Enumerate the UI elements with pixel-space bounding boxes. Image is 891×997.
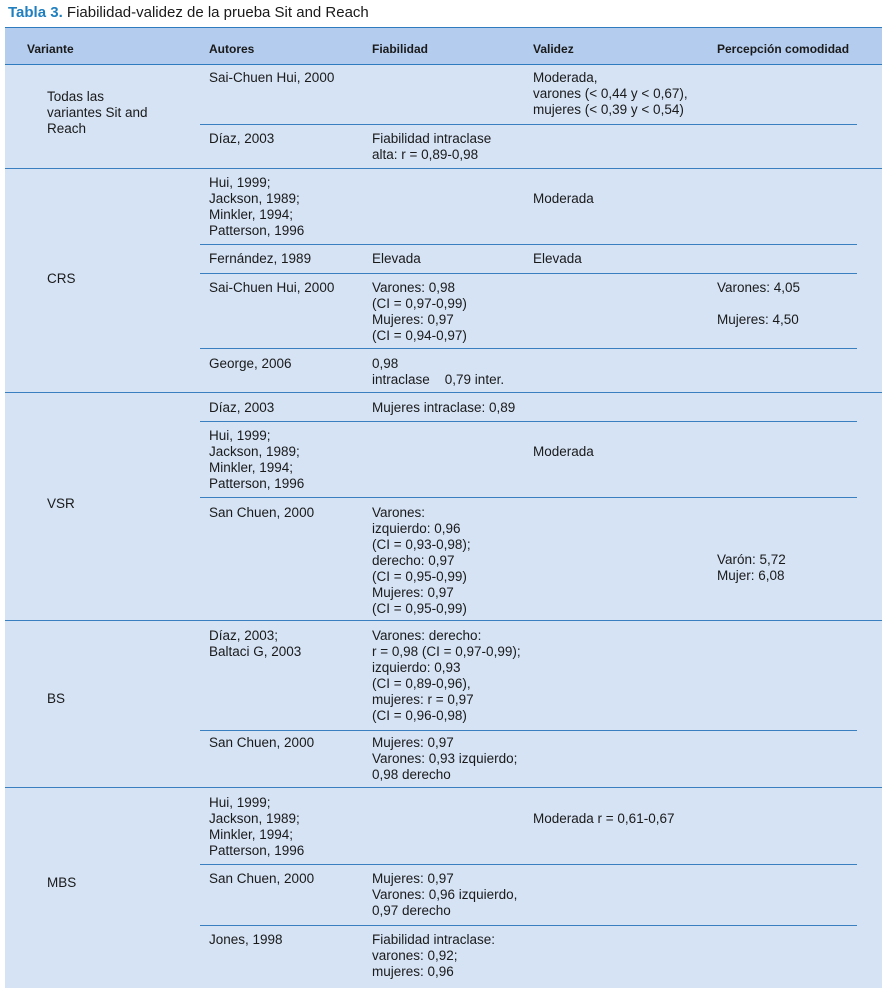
table-caption	[8, 4, 369, 22]
cell-autores: San Chuen, 2000	[209, 505, 315, 520]
row-separator	[200, 124, 857, 125]
cell-percepcion: Varones: 4,05 Mujeres: 4,50	[717, 280, 801, 327]
row-separator	[200, 348, 857, 349]
data-table	[5, 27, 882, 988]
cell-fiabilidad: Elevada	[372, 251, 421, 266]
group-label-bs: BS	[47, 691, 66, 706]
cell-autores: Díaz, 2003	[209, 400, 275, 415]
row-separator	[200, 273, 857, 274]
header-validez: Validez	[533, 42, 574, 56]
header-autores: Autores	[209, 42, 255, 56]
cell-fiabilidad: 0,98 intraclase 0,79 inter.	[372, 356, 505, 387]
cell-fiabilidad: Mujeres: 0,97 Varones: 0,96 izquierdo, 0,97 derecho	[372, 871, 518, 918]
cell-autores: San Chuen, 2000	[209, 871, 315, 886]
cell-autores: San Chuen, 2000	[209, 735, 315, 750]
row-separator	[200, 497, 857, 498]
cell-fiabilidad: Varones: 0,98 (CI = 0,97-0,99) Mujeres: 0,97 (CI = 0,94-0,97)	[372, 280, 467, 343]
cell-autores: Jones, 1998	[209, 932, 283, 947]
cell-fiabilidad: Fiabilidad intraclase: varones: 0,92; mujeres: 0,96	[372, 932, 496, 979]
cell-validez: Moderada	[533, 191, 594, 206]
row-separator	[200, 730, 857, 731]
group-separator	[5, 620, 882, 621]
table-header	[5, 28, 882, 65]
cell-autores: Díaz, 2003; Baltaci G, 2003	[209, 628, 302, 659]
caption-label: Tabla 3.	[8, 4, 63, 21]
group-label-vsr: VSR	[47, 496, 75, 511]
group-label-mbs: MBS	[47, 875, 77, 890]
cell-fiabilidad: Fiabilidad intraclase alta: r = 0,89-0,98	[372, 131, 492, 162]
group-label-crs: CRS	[47, 271, 76, 286]
cell-autores: Hui, 1999; Jackson, 1989; Minkler, 1994; Patterson, 1996	[209, 795, 305, 858]
cell-validez: Elevada	[533, 251, 582, 266]
caption-title: Fiabilidad-validez de la prueba Sit and Reach	[66, 4, 369, 21]
cell-fiabilidad: Mujeres intraclase: 0,89	[372, 400, 516, 415]
header-variante: Variante	[27, 42, 74, 56]
cell-autores: Fernández, 1989	[209, 251, 312, 266]
cell-fiabilidad: Mujeres: 0,97 Varones: 0,93 izquierdo; 0,98 derecho	[372, 735, 518, 782]
cell-autores: Hui, 1999; Jackson, 1989; Minkler, 1994; Patterson, 1996	[209, 428, 305, 491]
header-fiabilidad: Fiabilidad	[372, 42, 429, 56]
row-separator	[200, 925, 857, 926]
cell-fiabilidad: Varones: izquierdo: 0,96 (CI = 0,93-0,98); derecho: 0,97 (CI = 0,95-0,99) Mujeres: 0,97 (CI = 0,95-0,99)	[372, 505, 471, 616]
cell-autores: Hui, 1999; Jackson, 1989; Minkler, 1994; Patterson, 1996	[209, 175, 305, 238]
row-separator	[200, 421, 857, 422]
cell-autores: Díaz, 2003	[209, 131, 275, 146]
cell-validez: Moderada, varones (< 0,44 y < 0,67), mujeres (< 0,39 y < 0,54)	[533, 70, 688, 117]
cell-validez: Moderada r = 0,61-0,67	[533, 811, 675, 826]
cell-percepcion: Varón: 5,72 Mujer: 6,08	[717, 552, 786, 583]
group-separator	[5, 168, 882, 169]
cell-fiabilidad: Varones: derecho: r = 0,98 (CI = 0,97-0,99); izquierdo: 0,93 (CI = 0,89-0,96), mujeres: r = 0,97 (CI = 0,96-0,98)	[372, 628, 521, 723]
row-separator	[200, 864, 857, 865]
group-separator	[5, 392, 882, 393]
cell-autores: George, 2006	[209, 356, 292, 371]
cell-autores: Sai-Chuen Hui, 2000	[209, 70, 335, 85]
group-separator	[5, 787, 882, 788]
row-separator	[200, 244, 857, 245]
cell-validez: Moderada	[533, 444, 594, 459]
cell-autores: Sai-Chuen Hui, 2000	[209, 280, 335, 295]
header-percepcion: Percepción comodidad	[717, 42, 850, 56]
group-label-todas: Todas las variantes Sit and Reach	[47, 89, 148, 136]
